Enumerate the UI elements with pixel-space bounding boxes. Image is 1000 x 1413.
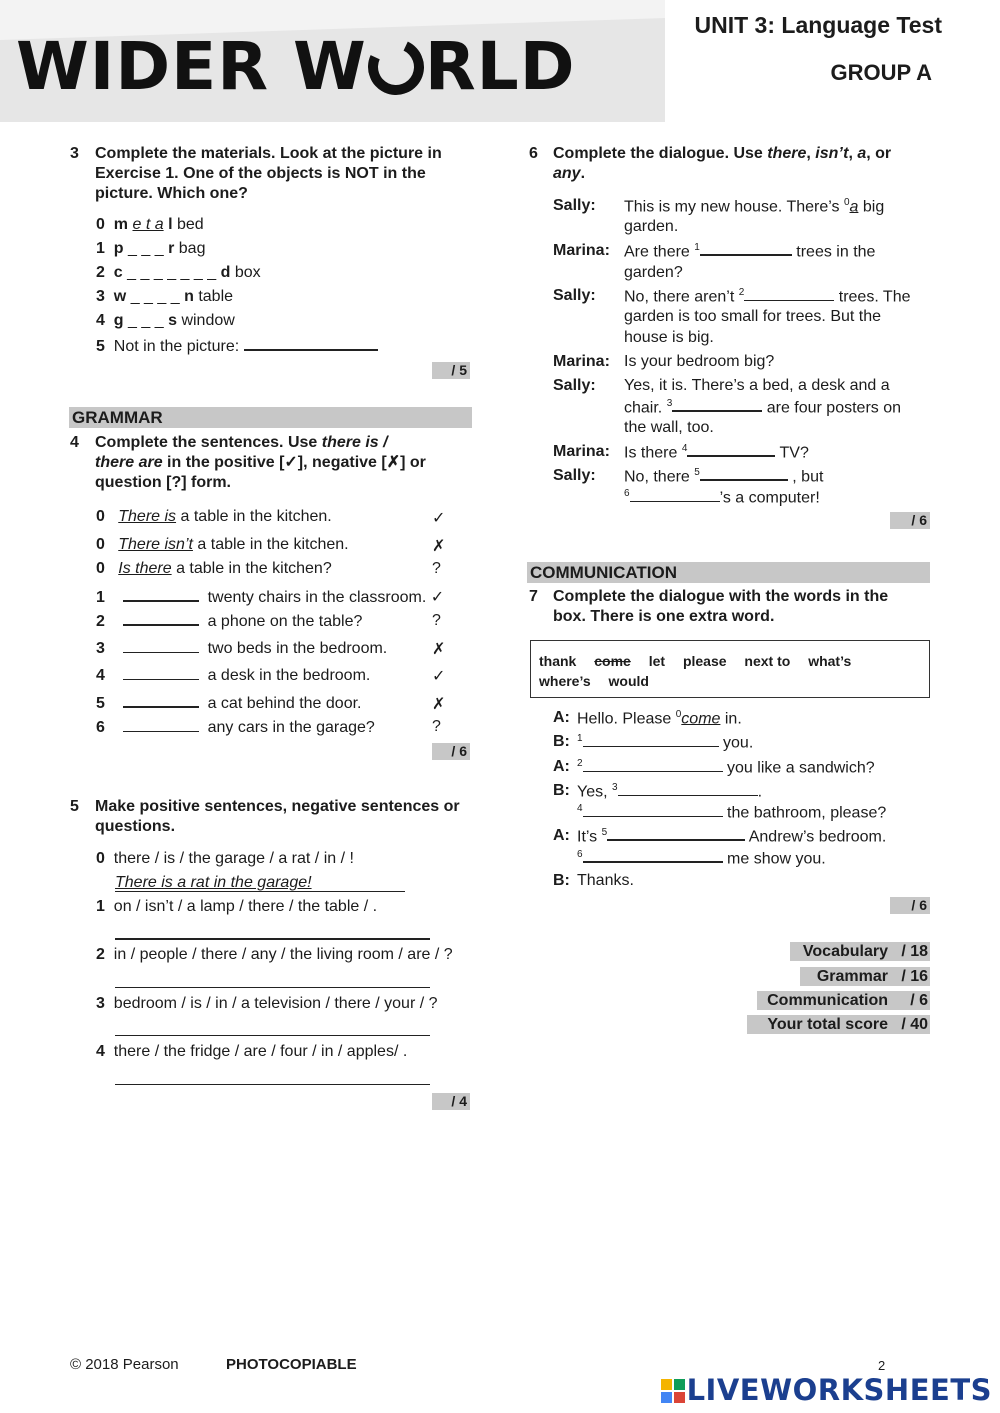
ex7-speaker-6: B: bbox=[553, 872, 570, 889]
total-communication: Communication / 6 bbox=[757, 991, 930, 1010]
ex3-score: / 5 bbox=[432, 362, 470, 379]
ex4-mark-2: ? bbox=[432, 612, 441, 629]
ex7-speaker-3: A: bbox=[553, 758, 570, 775]
ex5-answer-line-4[interactable] bbox=[115, 1084, 430, 1085]
ex4-blank-4[interactable] bbox=[123, 666, 199, 680]
communication-heading: COMMUNICATION bbox=[527, 562, 930, 583]
ex4-mark-0a: ✓ bbox=[432, 510, 446, 527]
unit-title: UNIT 3: Language Test bbox=[694, 12, 942, 38]
ex6-line-3c: house is big. bbox=[624, 329, 714, 346]
ex6-speaker-3: Sally: bbox=[553, 287, 596, 304]
ex6-speaker-2: Marina: bbox=[553, 242, 610, 259]
ex3-item-1[interactable]: 1 p _ _ _ r bag bbox=[96, 240, 206, 257]
word-thank: thank bbox=[539, 653, 577, 669]
ex7-line-4: Yes, $^3$ . bbox=[577, 782, 763, 801]
ex5-answer-line-3[interactable] bbox=[115, 1035, 430, 1036]
word-whats: what’s bbox=[808, 653, 852, 669]
ex3-number: 3 bbox=[70, 145, 79, 162]
ex3-answer-blank[interactable] bbox=[244, 337, 378, 351]
footer-copyright: © 2018 Pearson bbox=[70, 1356, 179, 1373]
ex4-item-5: 5 a cat behind the door. bbox=[96, 695, 362, 712]
ex4-item-3: 3 two beds in the bedroom. bbox=[96, 640, 388, 657]
word-please: please bbox=[682, 653, 727, 669]
liveworksheets-logo: LIVEWORKSHEETS bbox=[661, 1373, 992, 1407]
ex6-blank-1[interactable] bbox=[700, 242, 792, 256]
ex4-item-4: 4 a desk in the bedroom. bbox=[96, 667, 371, 684]
ex6-blank-3[interactable] bbox=[672, 398, 762, 412]
ex5-instruction: Make positive sentences, negative sentences or questions. bbox=[95, 798, 460, 835]
total-score: Your total score / 40 bbox=[747, 1015, 930, 1034]
group-title: GROUP A bbox=[830, 60, 932, 85]
ex3-item-3[interactable]: 3 w _ _ _ _ n table bbox=[96, 288, 234, 305]
word-next-to: next to bbox=[744, 653, 791, 669]
ex6-line-5c: the wall, too. bbox=[624, 419, 714, 436]
liveworksheets-blocks-icon bbox=[661, 1379, 685, 1403]
ex6-line-3b: garden is too small for trees. But the bbox=[624, 308, 882, 325]
logo-o-ring-icon bbox=[360, 31, 432, 103]
word-let: let bbox=[648, 653, 666, 669]
ex6-speaker-1: Sally: bbox=[553, 197, 596, 214]
ex6-blank-2[interactable] bbox=[744, 287, 834, 301]
ex4-blank-2[interactable] bbox=[123, 612, 199, 626]
word-wheres: where’s bbox=[539, 673, 591, 689]
ex4-example-0c: 0 Is there a table in the kitchen? bbox=[96, 560, 332, 577]
ex6-blank-4[interactable] bbox=[687, 443, 775, 457]
ex5-number: 5 bbox=[70, 798, 79, 815]
ex5-item-3: 3 bedroom / is / in / a television / there / your / ? bbox=[96, 995, 438, 1012]
ex5-answer-line-1[interactable] bbox=[115, 938, 430, 940]
ex4-item-2: 2 a phone on the table? bbox=[96, 613, 363, 630]
ex3-item-5[interactable]: 5 Not in the picture: bbox=[96, 337, 378, 356]
ex5-answer-line-2[interactable] bbox=[115, 987, 430, 988]
ex7-line-5: $^4$ the bathroom, please? bbox=[577, 803, 887, 822]
ex4-blank-5[interactable] bbox=[123, 694, 199, 708]
ex5-example-answer: There is a rat in the garage! bbox=[115, 874, 405, 892]
ex7-speaker-1: A: bbox=[553, 709, 570, 726]
ex5-item-1: 1 on / isn’t / a lamp / there / the table / . bbox=[96, 898, 378, 915]
ex6-instruction: Complete the dialogue. Use there, isn’t, a, or any. bbox=[553, 145, 892, 182]
ex4-score: / 6 bbox=[432, 743, 470, 760]
ex6-line-1: This is my new house. There’s $^0$a big bbox=[624, 197, 885, 216]
page-number: 2 bbox=[878, 1358, 886, 1373]
ex4-mark-4: ✓ bbox=[432, 668, 446, 685]
footer-photocopiable: PHOTOCOPIABLE bbox=[226, 1356, 357, 1373]
ex6-line-4: Is your bedroom big? bbox=[624, 353, 775, 370]
ex6-blank-6[interactable] bbox=[630, 488, 720, 502]
ex4-number: 4 bbox=[70, 434, 79, 451]
ex7-line-6: It’s $^5$ Andrew’s bedroom. bbox=[577, 827, 887, 846]
total-vocabulary: Vocabulary / 18 bbox=[790, 942, 930, 961]
ex4-example-0a: 0 There is a table in the kitchen. bbox=[96, 508, 332, 525]
ex4-blank-6[interactable] bbox=[123, 718, 199, 732]
ex6-line-5: Yes, it is. There’s a bed, a desk and a bbox=[624, 377, 890, 394]
ex4-mark-5: ✗ bbox=[432, 696, 446, 713]
ex7-instruction: Complete the dialogue with the words in the box. There is one extra word. bbox=[553, 588, 889, 625]
total-grammar: Grammar / 16 bbox=[800, 967, 930, 986]
ex6-score: / 6 bbox=[890, 512, 930, 529]
ex6-line-6: Is there $^4$ TV? bbox=[624, 443, 809, 462]
ex7-blank-3[interactable] bbox=[618, 782, 758, 796]
ex7-number: 7 bbox=[529, 588, 538, 605]
ex4-example-0b: 0 There isn’t a table in the kitchen. bbox=[96, 536, 349, 553]
ex5-example: 0 there / is / the garage / a rat / in / ! bbox=[96, 850, 354, 867]
ex7-line-8: Thanks. bbox=[577, 872, 634, 889]
ex6-blank-5[interactable] bbox=[700, 467, 788, 481]
ex7-score: / 6 bbox=[890, 897, 930, 914]
ex6-line-2: Are there $^1$ trees in the bbox=[624, 242, 876, 261]
word-would: would bbox=[608, 673, 649, 689]
ex7-blank-1[interactable] bbox=[583, 733, 719, 747]
ex7-speaker-4: B: bbox=[553, 782, 570, 799]
ex3-instruction: Complete the materials. Look at the picture in Exercise 1. One of the objects is NOT in the picture. Which one? bbox=[95, 145, 442, 202]
ex3-item-2[interactable]: 2 c _ _ _ _ _ _ _ d box bbox=[96, 264, 261, 281]
ex4-blank-3[interactable] bbox=[123, 639, 199, 653]
ex4-item-6: 6 any cars in the garage? bbox=[96, 719, 375, 736]
ex7-speaker-2: B: bbox=[553, 733, 570, 750]
ex7-blank-5[interactable] bbox=[607, 827, 745, 841]
ex7-speaker-5: A: bbox=[553, 827, 570, 844]
ex7-line-7: $^6$ me show you. bbox=[577, 849, 826, 868]
ex6-number: 6 bbox=[529, 145, 538, 162]
ex4-mark-0b: ✗ bbox=[432, 538, 446, 555]
ex7-blank-6[interactable] bbox=[583, 849, 723, 863]
ex4-item-1: 1 twenty chairs in the classroom. ✓ bbox=[96, 589, 445, 606]
ex6-speaker-4: Marina: bbox=[553, 353, 610, 370]
ex7-word-box bbox=[530, 640, 930, 698]
ex4-blank-1[interactable] bbox=[123, 588, 199, 602]
ex7-line-2: $^1$ you. bbox=[577, 733, 754, 752]
ex6-line-5b: chair. $^3$ are four posters on bbox=[624, 398, 902, 417]
ex3-item-0: 0 m e t a l bed bbox=[96, 216, 204, 233]
grammar-heading: GRAMMAR bbox=[69, 407, 472, 428]
ex6-line-3: No, there aren’t $^2$ trees. The bbox=[624, 287, 911, 306]
ex6-line-7b: $^6$ ’s a computer! bbox=[624, 488, 820, 507]
ex7-blank-4[interactable] bbox=[583, 803, 723, 817]
ex3-item-4[interactable]: 4 g _ _ _ s window bbox=[96, 312, 235, 329]
ex6-line-1b: garden. bbox=[624, 218, 679, 235]
ex7-blank-2[interactable] bbox=[583, 758, 723, 772]
ex5-item-4: 4 there / the fridge / are / four / in / apples/ . bbox=[96, 1043, 408, 1060]
ex6-line-2b: garden? bbox=[624, 264, 683, 281]
ex7-line-1: Hello. Please $^0$come in. bbox=[577, 709, 742, 728]
ex4-mark-6: ? bbox=[432, 718, 441, 735]
ex5-item-2: 2 in / people / there / any / the living room / are / ? bbox=[96, 946, 453, 963]
ex5-score: / 4 bbox=[432, 1093, 470, 1110]
ex6-speaker-5: Sally: bbox=[553, 377, 596, 394]
ex4-mark-3: ✗ bbox=[432, 641, 446, 658]
ex6-speaker-7: Sally: bbox=[553, 467, 596, 484]
ex6-speaker-6: Marina: bbox=[553, 443, 610, 460]
ex4-mark-0c: ? bbox=[432, 560, 441, 577]
ex4-instruction: Complete the sentences. Use there is / there are in the positive [✓], negative [✗] or question [?] form. bbox=[95, 434, 426, 491]
ex7-line-3: $^2$ you like a sandwich? bbox=[577, 758, 875, 777]
ex6-line-7: No, there $^5$ , but bbox=[624, 467, 824, 486]
wider-world-logo: WIDER W RLD bbox=[16, 28, 576, 105]
word-come-used: come bbox=[594, 653, 631, 669]
